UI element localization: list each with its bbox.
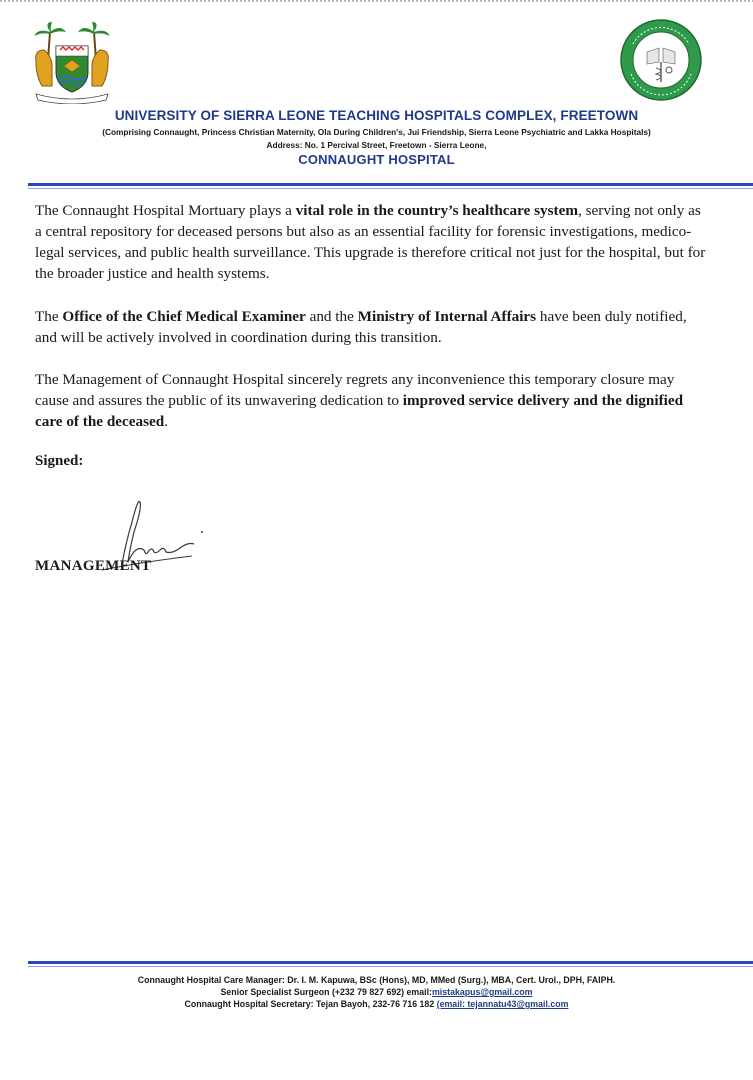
footer-surgeon-label: Senior Specialist Surgeon (+232 79 827 692) email: (220, 987, 432, 997)
footer-divider-thin (28, 966, 753, 967)
surgeon-email-link[interactable]: mistakapus@gmail.com (431, 987, 533, 997)
paragraph-notification (35, 306, 711, 348)
footer-divider (28, 961, 753, 964)
hospitals-complex-seal-logo (619, 18, 703, 102)
hospital-name: CONNAUGHT HOSPITAL (298, 152, 455, 167)
coat-of-arms-logo (30, 20, 114, 104)
page-top-edge (0, 0, 753, 2)
signatory-name: MANAGEMENT (35, 558, 152, 574)
institution-subtitle: (Comprising Connaught, Princess Christian Maternity, Ola During Children's, Jui Friendship, Sierra Leone Psychiatric and Lakka Hospitals) (102, 127, 651, 137)
institution-title: UNIVERSITY OF SIERRA LEONE TEACHING HOSPITALS COMPLEX, FREETOWN (114, 108, 639, 123)
header-divider-thin (28, 188, 753, 189)
footer-secretary-label: Connaught Hospital Secretary: Tejan Bayoh, 232-76 716 182 (184, 999, 437, 1009)
paragraph-text: . (164, 413, 168, 430)
secretary-email-link[interactable]: (email: tejannatu43@gmail.com (436, 999, 569, 1009)
header-divider (28, 183, 753, 186)
footer-surgeon-contact (0, 987, 753, 997)
paragraph-text: and the (305, 308, 358, 325)
paragraph-text: The Connaught Hospital Mortuary plays a (35, 202, 296, 219)
paragraph-text: The Management of Connaught Hospital sincerely regrets any inconvenience this temporary closure may cause and assures the public of its unwavering dedication to (35, 371, 675, 409)
emphasis-text: vital role in the country’s healthcare system (295, 202, 579, 219)
paragraph-text: have been duly notified, and will be actively involved in coordination during this transition. (35, 308, 687, 346)
footer-secretary-contact (0, 999, 753, 1009)
signed-label: Signed: (35, 453, 84, 469)
emphasis-text: improved service delivery and the dignified care of the deceased (35, 392, 684, 430)
emphasis-text: Office of the Chief Medical Examiner (62, 308, 306, 325)
paragraph-apology (35, 369, 711, 432)
institution-address: Address: No. 1 Percival Street, Freetown - Sierra Leone, (266, 140, 487, 150)
paragraph-mortuary-role (35, 200, 711, 284)
emphasis-text: Ministry of Internal Affairs (357, 308, 537, 325)
paragraph-text: The (35, 308, 63, 325)
paragraph-text: , serving not only as a central repository for deceased persons but also as an essential facility for forensic investigations, medico-legal services, and public health surveillance. This upgrade is therefore critical not just for the hospital, but for the broader justice and health systems. (35, 202, 706, 282)
footer-care-manager: Connaught Hospital Care Manager: Dr. I. M. Kapuwa, BSc (Hons), MD, MMed (Surg.), MBA, Cert. Urol., DPH, FAIPH. (137, 975, 616, 985)
